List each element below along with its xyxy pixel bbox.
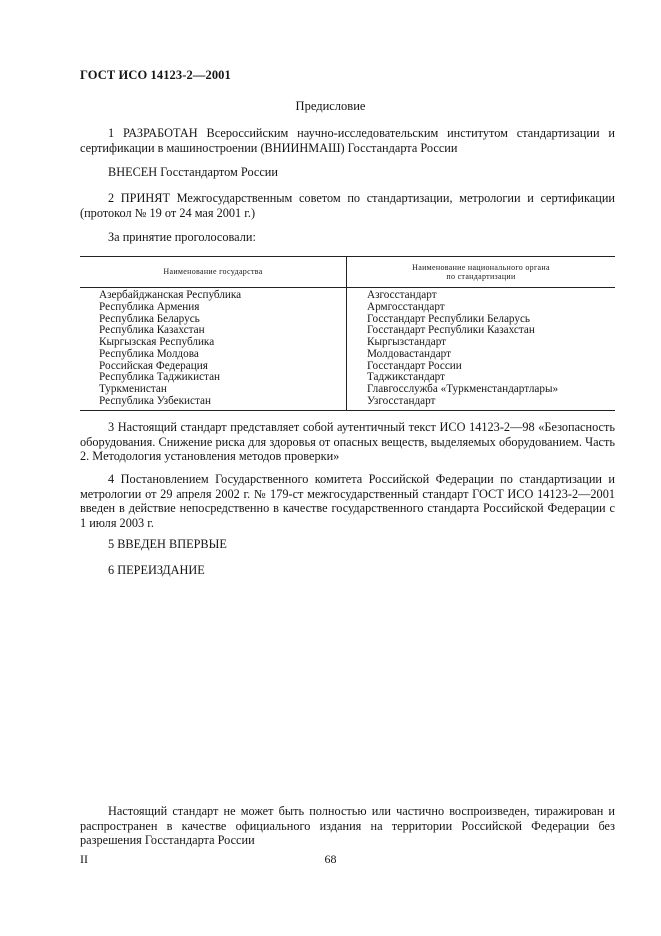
page-number: 68 [324,852,337,866]
state-cell: Кыргызская Республика [99,336,215,348]
column-divider [346,257,347,410]
section-title: Предисловие [295,99,366,113]
standards-body-list [367,290,558,408]
paragraph-introduced: ВНЕСЕН Госстандартом России [108,165,278,179]
page-roman-numeral: II [80,852,88,866]
state-cell: Российская Федерация [99,359,208,372]
body-cell: Госстандарт Республики Беларусь [367,312,531,325]
state-cell: Республика Казахстан [99,324,205,337]
state-cell: Республика Беларусь [99,312,200,325]
state-cell: Республика Молдова [99,347,199,360]
table-header-row [80,257,615,288]
paragraph-authentic-text: 3 Настоящий стандарт представляет собой аутентичный текст ИСО 14123-2—98 «Безопасность оборудования. Снижение риска для здоровья от опасных веществ, выделяемых оборудованием. Часть 2. Методология установления методов проверки» [80,420,615,464]
body-cell: Таджикстандарт [367,371,446,384]
paragraph-resolution: 4 Постановлением Государственного комитета Российской Федерации по стандартизации и метрологии от 29 апреля 2002 г. № 179-ст межгосударственный стандарт ГОСТ ИСО 14123-2—2001 введен в действие непосредственно в качестве государственного стандарта Российской Федерации с 1 июля 2003 г. [80,472,615,530]
paragraph-developed: 1 РАЗРАБОТАН Всероссийским научно-исследовательским институтом стандартизации и сертификации в машиностроении (ВНИИНМАШ) Госстандарта России [80,126,615,155]
body-cell: Молдовастандарт [367,347,452,360]
copyright-note: Настоящий стандарт не может быть полностью или частично воспроизведен, тиражирован и распространен в качестве официального издания на территории Российской Федерации без разрешения Госстандарта России [80,804,615,848]
body-cell: Госстандарт России [367,359,462,372]
table-header-body-line2: по стандартизации [446,272,516,281]
body-cell: Главгосслужба «Туркменстандартлары» [367,383,559,395]
table-header-body-line1: Наименование национального органа [412,262,550,272]
state-cell: Азербайджанская Республика [99,289,242,301]
state-cell: Республика Узбекистан [99,394,211,407]
paragraph-first-introduced: 5 ВВЕДЕН ВПЕРВЫЕ [108,537,227,551]
state-cell: Республика Армения [99,300,200,313]
paragraph-reissue: 6 ПЕРЕИЗДАНИЕ [108,563,205,577]
body-cell: Армгосстандарт [367,300,445,313]
table-header-state [80,257,346,287]
state-cell: Туркменистан [99,383,167,395]
state-cell: Республика Таджикистан [99,371,221,384]
table-header-body [347,257,615,287]
body-cell: Узгосстандарт [367,394,436,407]
state-list [99,290,241,408]
table-header-state-label: Наименование государства [163,267,263,277]
body-cell: Кыргызстандарт [367,336,447,348]
voting-table [80,256,615,411]
paragraph-adopted: 2 ПРИНЯТ Межгосударственным советом по стандартизации, метрологии и сертификации (протокол № 19 от 24 мая 2001 г.) [80,191,615,220]
paragraph-voted: За принятие проголосовали: [108,230,256,244]
document-header: ГОСТ ИСО 14123-2—2001 [80,68,231,82]
body-cell: Госстандарт Республики Казахстан [367,324,535,337]
body-cell: Азгосстандарт [367,289,437,301]
